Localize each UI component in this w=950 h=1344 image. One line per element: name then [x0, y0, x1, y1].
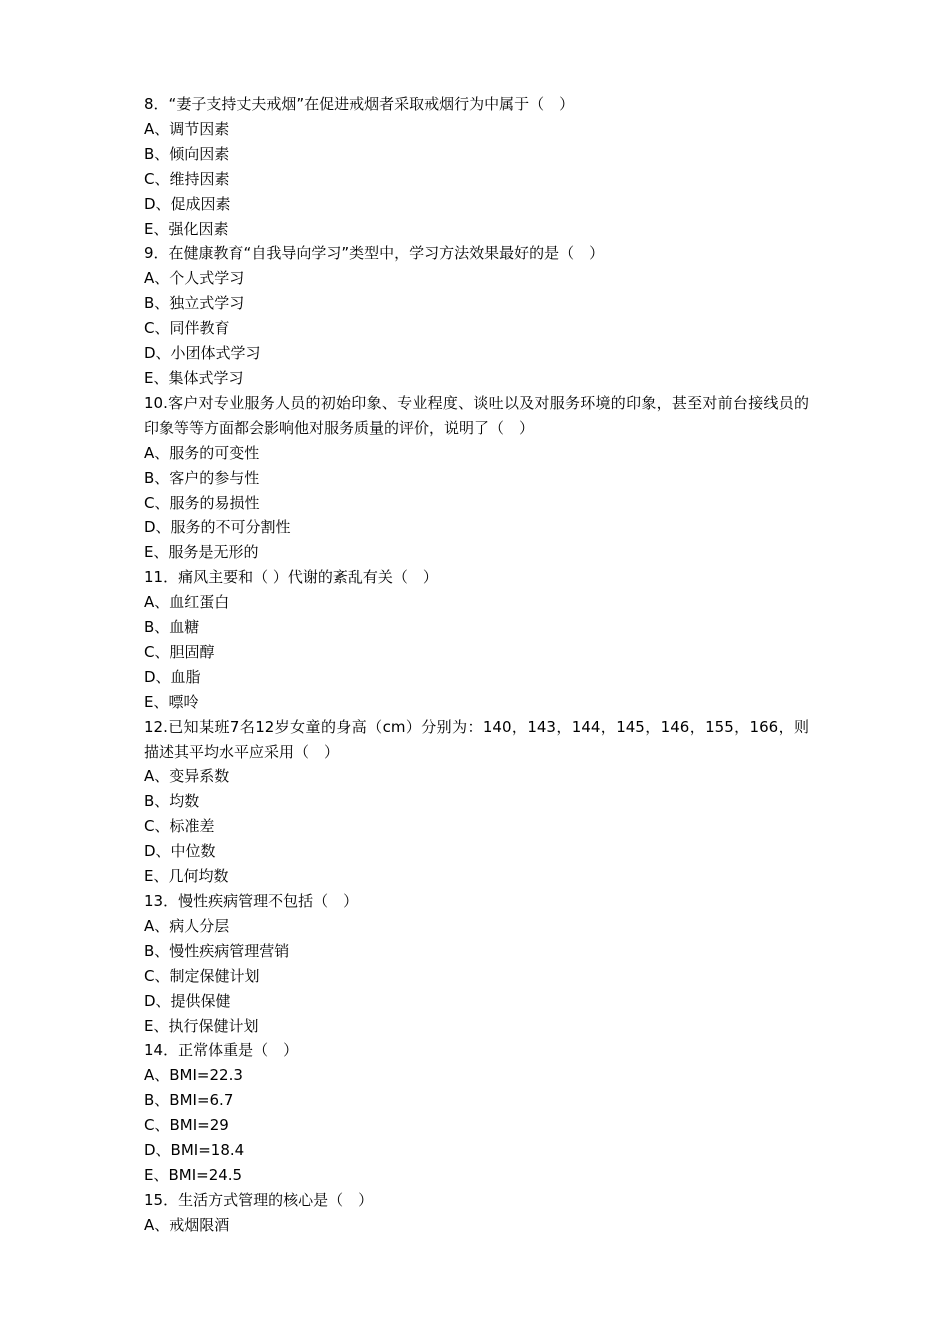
document-page [144, 92, 809, 1238]
option-e: E、服务是无形的 [144, 543, 259, 562]
option-a: A、血红蛋白 [144, 593, 230, 612]
option-d: D、提供保健 [144, 991, 231, 1010]
option-c: C、维持因素 [144, 169, 230, 188]
option-c: C、BMI=29 [144, 1116, 229, 1135]
option-d: D、血脂 [144, 667, 201, 686]
option-b: B、慢性疾病管理营销 [144, 941, 290, 960]
option-e: E、几何均数 [144, 867, 229, 886]
question-14 [144, 1038, 809, 1187]
question-stem: 8．“妻子支持丈夫戒烟”在促进戒烟者采取戒烟行为中属于（ ） [144, 95, 575, 113]
option-a: A、病人分层 [144, 916, 230, 935]
option-b: B、BMI=6.7 [144, 1091, 234, 1110]
question-stem: 14．正常体重是（ ） [144, 1041, 299, 1060]
option-a: A、调节因素 [144, 119, 230, 138]
option-b: B、血糖 [144, 618, 200, 637]
question-stem: 9．在健康教育“自我导向学习”类型中，学习方法效果最好的是（ ） [144, 244, 605, 263]
option-a: A、BMI=22.3 [144, 1066, 243, 1085]
option-e: E、嘌呤 [144, 692, 199, 711]
option-c: C、胆固醇 [144, 642, 215, 661]
question-stem: 13．慢性疾病管理不包括（ ） [144, 892, 359, 910]
option-b: B、独立式学习 [144, 294, 245, 313]
option-e: E、强化因素 [144, 219, 229, 238]
option-a: A、戒烟限酒 [144, 1215, 230, 1234]
question-15 [144, 1188, 809, 1238]
question-12 [144, 715, 809, 889]
option-e: E、BMI=24.5 [144, 1165, 243, 1184]
question-11 [144, 565, 809, 714]
option-a: A、变异系数 [144, 767, 230, 786]
option-c: C、同伴教育 [144, 319, 230, 338]
option-b: B、客户的参与性 [144, 468, 260, 487]
option-a: A、服务的可变性 [144, 443, 260, 462]
option-c: C、制定保健计划 [144, 966, 260, 985]
question-stem: 12.已知某班7名12岁女童的身高（cm）分别为：140，143，144，145，146，155，166，则描述其平均水平应采用（ ） [144, 717, 809, 761]
option-b: B、均数 [144, 792, 200, 811]
option-e: E、执行保健计划 [144, 1016, 259, 1035]
question-9 [144, 241, 809, 390]
option-d: D、促成因素 [144, 194, 231, 213]
option-c: C、服务的易损性 [144, 493, 260, 512]
question-stem: 15．生活方式管理的核心是（ ） [144, 1190, 374, 1209]
option-c: C、标准差 [144, 817, 215, 836]
option-d: D、BMI=18.4 [144, 1141, 245, 1160]
question-13 [144, 889, 809, 1038]
option-d: D、中位数 [144, 842, 216, 861]
option-e: E、集体式学习 [144, 368, 244, 387]
question-8 [144, 92, 809, 241]
question-stem: 11．痛风主要和（ ）代谢的紊乱有关（ ） [144, 568, 438, 587]
question-stem: 10.客户对专业服务人员的初始印象、专业程度、谈吐以及对服务环境的印象，甚至对前台接线员的印象等等方面都会影响他对服务质量的评价，说明了（ ） [144, 393, 809, 437]
option-b: B、倾向因素 [144, 144, 230, 163]
option-d: D、小团体式学习 [144, 344, 261, 363]
option-a: A、个人式学习 [144, 269, 245, 288]
question-10 [144, 391, 809, 565]
option-d: D、服务的不可分割性 [144, 518, 291, 537]
